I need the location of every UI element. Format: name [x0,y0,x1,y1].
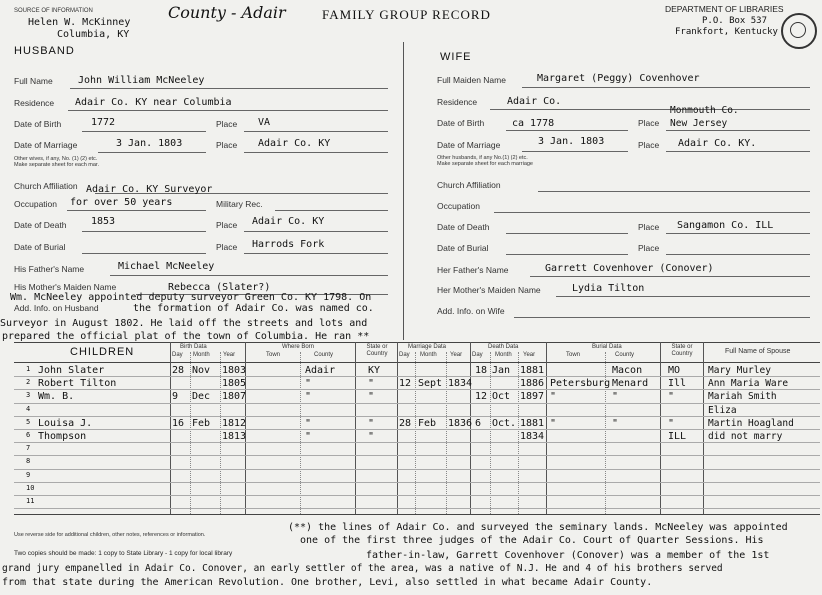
child-mmonth: Feb [418,417,437,429]
child-byear: 1812 [222,417,247,429]
h-mother: Rebecca (Slater?) [168,282,271,293]
h-burial-place: Harrods Fork [252,239,325,250]
h-full-name-label: Full Name [14,76,53,86]
county-handwritten: County - Adair [168,3,286,22]
child-bstate: " [668,417,675,429]
husband-section-label: HUSBAND [14,45,75,57]
burial-state-header: State or Country [671,344,693,357]
h-father-label: His Father's Name [14,264,85,274]
death-data-header: Death Data [488,344,519,350]
children-title: CHILDREN [70,346,135,358]
child-spouse: Eliza [708,404,737,416]
h-birth-place: VA [258,117,271,128]
w-birth-place-line-1: Monmouth Co. [670,105,739,116]
dept-line-2: P.O. Box 537 [702,16,768,26]
town-header: Town [266,352,281,358]
child-dyear: 1886 [520,378,545,390]
child-spouse: did not marry [708,431,783,442]
h-dod-label: Date of Death [14,220,67,230]
w-death-place-label: Place [638,222,660,232]
child-num: 2 [26,378,31,387]
state-header: State or Country [366,344,388,357]
w-birth-place-line-2: New Jersey [670,118,728,129]
child-num: 9 [26,470,31,479]
child-bcounty: Macon [612,365,643,376]
w-other-husbands-note-2: Make separate sheet for each marriage [437,161,533,167]
w-occupation-label: Occupation [437,201,480,211]
child-bmonth: Dec [192,391,211,403]
h-other-wives-note-2: Make separate sheet for each mar. [14,162,99,168]
page-title: FAMILY GROUP RECORD [322,7,491,22]
child-bcounty: Menard [612,378,649,390]
copies-note: Two copies should be made: 1 copy to State Library - 1 copy for local library [14,550,233,557]
w-dom: 3 Jan. 1803 [538,136,605,147]
column-divider [403,42,404,340]
w-mother-label: Her Mother's Maiden Name [437,285,541,295]
death-month-header: Month [495,352,512,358]
source-line-2: Columbia, KY [57,29,130,40]
child-num: 8 [26,457,31,466]
marriage-day-header: Day [399,352,410,358]
w-residence-label: Residence [437,97,478,107]
child-dyear: 1834 [520,431,545,442]
spouse-header: Full Name of Spouse [725,348,791,355]
child-state: " [368,431,375,442]
h-church-label: Church Affiliation [14,181,78,191]
child-bmonth: Nov [192,365,211,376]
child-byear: 1813 [222,431,247,442]
child-state: " [368,391,375,403]
h-marriage-place-label: Place [216,140,238,150]
wife-section-label: WIFE [440,51,472,63]
county-header: County [314,352,334,358]
w-burial-place-label: Place [638,243,660,253]
child-name: Louisa J. [38,417,93,429]
w-mother: Lydia Tilton [572,283,645,294]
child-state: " [368,378,375,390]
marriage-month-header: Month [420,352,437,358]
w-dob: ca 1778 [512,118,555,129]
dept-line-1: DEPARTMENT OF LIBRARIES [665,4,784,14]
dept-line-3: Frankfort, Kentucky [675,27,778,37]
h-note-line-1: Wm. McNeeley appointed deputy surveyor Green Co. KY 1798. On [10,292,372,303]
h-full-name: John William McNeeley [78,75,205,86]
child-name: Robert Tilton [38,378,117,390]
h-occupation-label: Occupation [14,199,57,209]
h-military-label: Military Rec. [216,199,263,209]
continuation-line-5: from that state during the American Revolution. One brother, Levi, also settled in what became Adair County. [2,577,653,588]
continuation-line-2: one of the first three judges of the Adair Co. Court of Quarter Sessions. His [300,535,764,546]
h-mother-label: His Mother's Maiden Name [14,282,117,292]
child-byear: 1807 [222,391,247,403]
h-dom: 3 Jan. 1803 [116,138,183,149]
birth-month-header: Month [193,352,210,358]
h-dob: 1772 [91,117,116,128]
child-byear: 1803 [222,365,247,376]
child-mday: 28 [399,417,412,429]
child-bstate: " [668,391,675,403]
birth-year-header: Year [223,352,236,358]
w-residence: Adair Co. [507,96,562,107]
child-num: 1 [26,365,31,373]
source-label: SOURCE OF INFORMATION [14,8,93,14]
child-num: 4 [26,404,31,413]
h-note-line-2: the formation of Adair Co. was named co. [133,303,374,314]
child-bday: 16 [172,417,185,429]
child-county: Adair [305,365,336,376]
child-num: 3 [26,391,31,400]
h-occupation-line-2: for over 50 years [70,197,173,208]
reverse-side-note: Use reverse side for additional children, other notes, references or information. [14,532,206,538]
birth-data-header: Birth Data [180,344,207,350]
where-born-header: Where Born [282,344,315,350]
marriage-year-header: Year [450,352,463,358]
child-spouse: Mary Murley [708,365,771,376]
h-death-place-label: Place [216,220,238,230]
child-num: 10 [26,483,35,492]
child-state: KY [368,365,381,376]
w-marriage-place: Adair Co. KY. [678,138,757,149]
child-bcounty: " [612,417,619,429]
w-full-name: Margaret (Peggy) Covenhover [537,73,700,84]
child-state: " [368,417,375,429]
w-marriage-place-label: Place [638,140,660,150]
child-mday: 12 [399,378,412,390]
child-dday: 6 [475,417,482,429]
child-county: " [305,431,312,442]
h-dom-label: Date of Marriage [14,140,78,150]
burial-county-header: County [615,352,635,358]
child-mmonth: Sept [418,378,443,390]
h-occupation-line-1: Adair Co. KY Surveyor [86,184,213,195]
child-num: 5 [26,417,31,426]
w-dob-label: Date of Birth [437,118,485,128]
continuation-line-4: grand jury empanelled in Adair Co. Conover, an early settler of the area, was a native of N.J. He and 4 of his brothers served [2,563,723,574]
h-marriage-place: Adair Co. KY [258,138,331,149]
child-spouse: Ann Maria Ware [708,378,789,390]
child-dmonth: Oct [492,391,511,403]
child-bcounty: " [612,391,619,403]
child-bstate: ILL [668,431,687,442]
source-line-1: Helen W. McKinney [28,17,131,28]
child-spouse: Mariah Smith [708,391,777,403]
h-note-line-3: Surveyor in August 1802. He laid off the streets and lots and [0,318,368,329]
w-burial-label: Date of Burial [437,243,489,253]
burial-town-header: Town [566,352,581,358]
h-residence: Adair Co. KY near Columbia [75,97,232,108]
continuation-line-3: father-in-law, Garrett Covenhover (Conover) was a member of the 1st [366,550,770,561]
child-dyear: 1881 [520,365,545,376]
child-myear: 1834 [448,378,473,390]
birth-day-header: Day [172,352,183,358]
marriage-data-header: Marriage Data [408,344,447,350]
w-dod-label: Date of Death [437,222,490,232]
child-bmonth: Feb [192,417,211,429]
child-name: Thompson [38,431,87,442]
w-father-label: Her Father's Name [437,265,509,275]
h-burial-place-label: Place [216,242,238,252]
continuation-line-1: (**) the lines of Adair Co. and surveyed the seminary lands. McNeeley was appointed [288,522,788,533]
child-num: 7 [26,444,31,453]
h-father: Michael McNeeley [118,261,215,272]
w-father: Garrett Covenhover (Conover) [545,263,714,274]
child-dday: 18 [475,365,488,376]
child-county: " [305,378,312,390]
child-bstate: Ill [668,378,687,390]
h-addinfo-label: Add. Info. on Husband [14,303,99,313]
kentucky-seal-icon [781,13,817,49]
child-dyear: 1897 [520,391,545,403]
child-bday: 9 [172,391,179,403]
child-dday: 12 [475,391,488,403]
w-dom-label: Date of Marriage [437,140,501,150]
w-addinfo-label: Add. Info. on Wife [437,306,505,316]
child-dmonth: Oct. [492,417,517,429]
w-full-name-label: Full Maiden Name [437,75,506,85]
child-dyear: 1881 [520,417,545,429]
child-num: 11 [26,497,35,505]
h-birth-place-label: Place [216,119,238,129]
h-note-line-4: prepared the official plat of the town of Columbia. He ran ** [2,331,370,342]
child-county: " [305,417,312,429]
child-byear: 1805 [222,378,247,390]
w-church-label: Church Affiliation [437,180,501,190]
child-btown: " [550,417,557,429]
child-spouse: Martin Hoagland [708,417,794,429]
child-bday: 28 [172,365,185,376]
h-dob-label: Date of Birth [14,119,62,129]
child-btown: Petersburg [550,378,611,390]
w-other-husbands-note-1: Other husbands, if any No.(1) (2) etc. [437,155,528,161]
child-name: Wm. B. [38,391,75,403]
w-death-place: Sangamon Co. ILL [677,220,774,231]
h-dod: 1853 [91,216,116,227]
burial-data-header: Burial Data [592,344,622,350]
child-name: John Slater [38,365,105,376]
h-death-place: Adair Co. KY [252,216,325,227]
w-birth-place-label: Place [638,118,660,128]
child-dmonth: Jan [492,365,511,376]
child-num: 6 [26,431,31,439]
death-year-header: Year [523,352,536,358]
child-bstate: MO [668,365,681,376]
h-residence-label: Residence [14,98,55,108]
h-burial-label: Date of Burial [14,242,66,252]
h-other-wives-note-1: Other wives, if any, No. (1) (2) etc. [14,156,98,162]
child-myear: 1836 [448,417,473,429]
child-county: " [305,391,312,403]
death-day-header: Day [472,352,483,358]
child-btown: " [550,391,557,403]
